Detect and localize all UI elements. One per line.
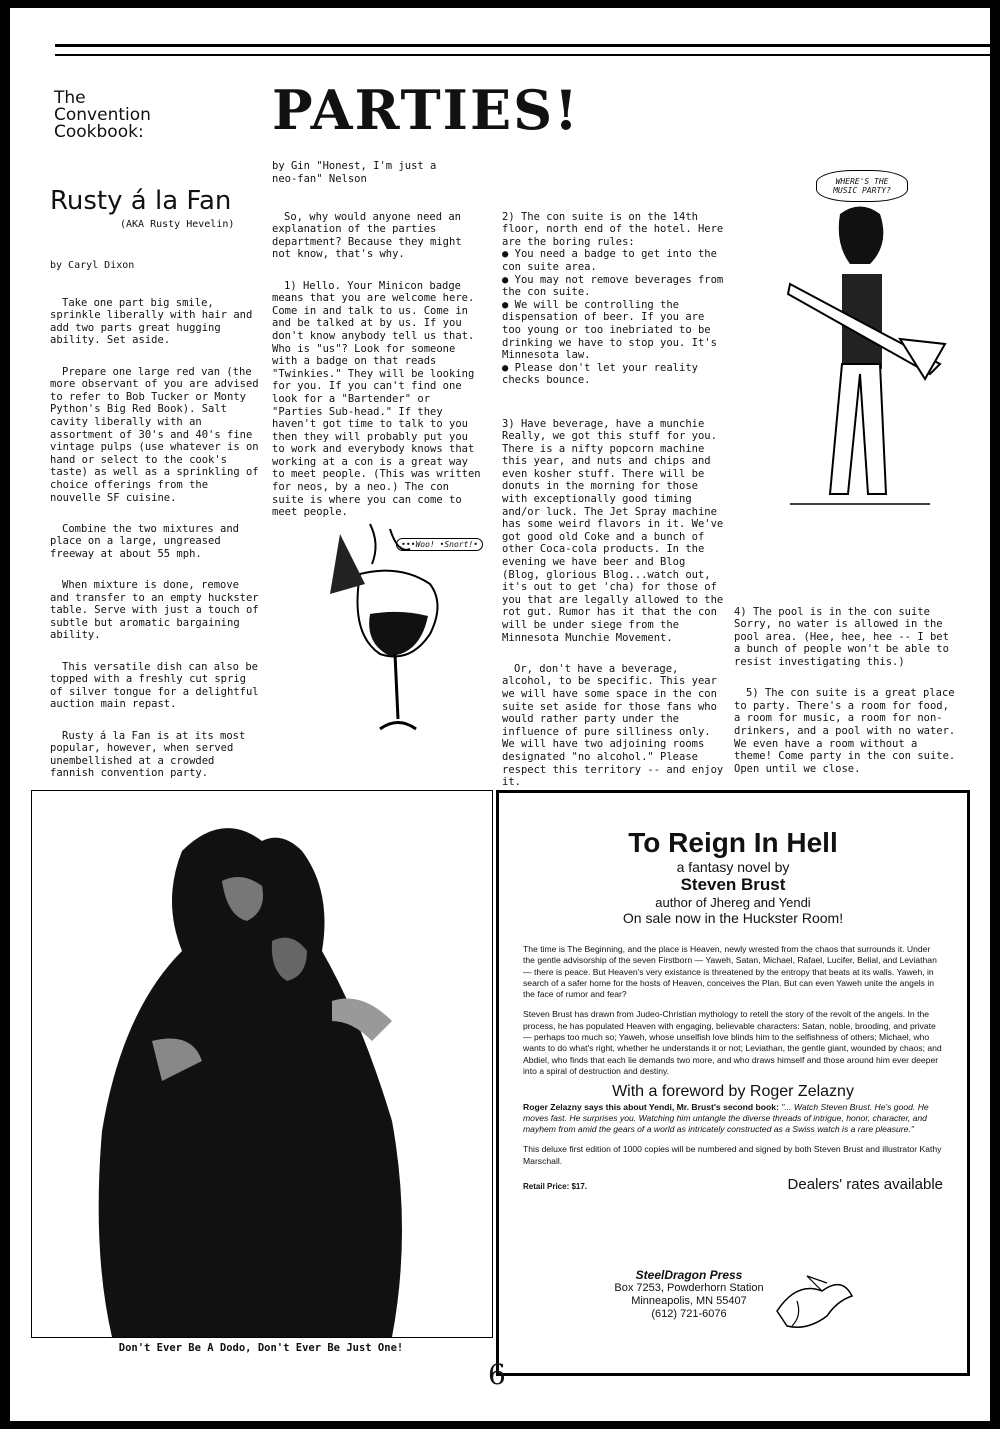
book-advertisement	[496, 790, 970, 1376]
ad-publisher-block	[589, 1269, 789, 1321]
ad-author: Steven Brust	[680, 875, 786, 894]
photo-frame	[31, 790, 493, 1338]
ad-edition-note: This deluxe first edition of 1000 copies will be numbered and signed by both Steven Brust and illustrator Kathy Marschall.	[523, 1144, 942, 1166]
ad-title: To Reign In Hell	[628, 827, 838, 858]
paragraph: 2) The con suite is on the 14th floor, north end of the hotel. Here are the boring rules: ● You need a badge to get into the con suite area. ● You may not remove beverages from the con suite. ● We will be controlling the dispensation of beer. If you are too young or too inebriated to be drinking we have to stop you. It's Minnesota law. ● Please don't let your reality checks bounce.	[502, 210, 724, 387]
dragon-speech-bubble: •••Woo! •Snort!•	[396, 538, 483, 551]
ad-address-line: Box 7253, Powderhorn Station	[614, 1282, 764, 1294]
paragraph: 1) Hello. Your Minicon badge means that you are welcome here. Come in and talk to us. Come in and be talked at by us. If you don't know anybody tell us that. Who is "us"? Look for someone with a badge on that reads "Twinkies." They will be looking for you. If you can't find one look for a "Bartender" or "Parties Sub-head." If they haven't got time to talk to you then they will probably put you to work and everybody knows that working at a con is a great way to meet people. (This was written for neos, by a neo.) The con suite is where you can come to meet people.	[272, 279, 481, 519]
recipe-byline: by Caryl Dixon	[50, 260, 135, 271]
page-title: PARTIES!	[272, 78, 580, 142]
parties-col3	[734, 593, 956, 794]
guitarist-illustration	[730, 194, 980, 524]
ad-quote-lead: Roger Zelazny says this about Yendi, Mr. Brust's second book:	[523, 1101, 779, 1112]
magazine-page	[10, 8, 990, 1421]
parties-byline: by Gin "Honest, I'm just a neo-fan" Nelson	[272, 160, 437, 185]
paragraph: So, why would anyone need an explanation of the parties department? Because they might not know, that's why.	[272, 210, 462, 261]
guitar-speech-bubble: WHERE'S THE MUSIC PARTY?	[816, 170, 908, 202]
recipe-aka: (AKA Rusty Hevelin)	[120, 219, 235, 230]
ad-subtitle: a fantasy novel by	[676, 859, 790, 875]
ad-price: Retail Price: $17.	[523, 1182, 588, 1192]
heading-line: Cookbook:	[54, 122, 144, 142]
parties-col1	[272, 198, 482, 537]
ad-foreword: With a foreword by Roger Zelazny	[612, 1083, 854, 1101]
ad-dealers: Dealers' rates available	[787, 1176, 943, 1194]
ad-price-row	[523, 1176, 943, 1193]
paragraph: Combine the two mixtures and place on a large, ungreased freeway at about 55 mph.	[50, 522, 240, 560]
paragraph: Prepare one large red van (the more observant of you are advised to refer to Bob Tucker or Monty Python's Big Red Book). Salt cavity liberally with an assortment of 30's and 40's fine vintage pulps (use whatever is on hand or select to the cook's taste) as well as a sprinkling of choice offerings from the nouvelle SF cuisine.	[50, 365, 259, 504]
paragraph: Or, don't have a beverage, alcohol, to be specific. This year we will have some space in the con suite set aside for those fans who would rather party under the influence of pure silliness only. We will have two adjoining rooms designated "no alcohol." Please respect this territory -- and enjoy it.	[502, 662, 724, 789]
ad-body	[523, 944, 943, 1167]
section-heading	[54, 90, 151, 141]
paragraph: 4) The pool is in the con suite Sorry, no water is allowed in the pool area. (Hee, hee, hee -- I bet a bunch of people won't be able to resist investigating this.)	[734, 605, 949, 668]
ad-paragraph: Steven Brust has drawn from Judeo-Christian mythology to retell the story of the revolt of the angels. In the process, he has populated Heaven with engaging, believable characters: Satan, noble, brooding, and private — perhaps too much so; Yaweh, whose unselfish love blinds him to the selfishness of others; Michael, who wants to do what's right, whether he understands it or not; Leviathan, the gentle giant, wounded by chaos; and Abdiel, who finds that each lie demands two more, and who draws himself and those around him ever deeper into a spiral of destruction and destiny.	[523, 1009, 942, 1076]
paragraph: When mixture is done, remove and transfer to an empty huckster table. Serve with just a touch of subtle but aromatic bargaining ability.	[50, 579, 259, 642]
heading-line: The	[54, 88, 86, 108]
top-rule	[55, 44, 990, 47]
ad-paragraph: The time is The Beginning, and the place is Heaven, newly wrested from the chaos that surrounds it. Under the gentle advisorship of the seven Firstborn — Yaweh, Satan, Michael, Rafael, Lucifer, Belial, and Leviathan — there is peace. But Heaven's very existance is threatened by the entropy that beats at its walls. Yaweh, in search of a safer home for the hosts of Heaven, conceives the Plan. But can even Yaweh unite the angels in the face of rumor and fear?	[523, 944, 937, 1000]
paragraph: 3) Have beverage, have a munchie Really, we got this stuff for you. There is a nifty popcorn machine this year, and nuts and chips and even kosher stuff. There will be donuts in the morning for those with exceptionally good timing and/or luck. The Jet Spray machine has some weird flavors in it. We've got good old Coke and a bunch of other Coca-cola products. In the evening we have beer and Blog (Blog, glorious Blog...watch out, it's out to get 'cha) for those of you that are legally allowed to the rot gut. Rumor has it that the con will be under siege from the Minnesota Munchie Movement.	[502, 417, 724, 644]
recipe-title: Rusty á la Fan	[50, 186, 232, 216]
paragraph: 5) The con suite is a great place to party. There's a room for food, a room for music, a room for non-drinkers, and a pool with no water. We even have a room without a theme! Come party in the con suite. Open until we close.	[734, 687, 956, 775]
paragraph: Take one part big smile, sprinkle liberally with hair and add two parts great hugging ability. Set aside.	[50, 296, 253, 347]
ad-publisher: SteelDragon Press	[635, 1268, 743, 1282]
photo-caption: Don't Ever Be A Dodo, Don't Ever Be Just One!	[118, 1342, 404, 1354]
ad-author-works: author of Jhereg and Yendi	[655, 895, 811, 910]
parties-col2	[502, 198, 724, 807]
ad-address-line: Minneapolis, MN 55407	[631, 1295, 747, 1307]
heading-line: Convention	[54, 105, 151, 125]
couple-photo	[32, 791, 492, 1337]
ad-quote: "... Watch Steven Brust. He's good. He moves fast. He surprises you. Watching him untangle the diverse threads of intrigue, honor, character, and mayhem from amid the gears of a world as intricately constructed as a Swiss watch is a rare pleasure."	[523, 1101, 929, 1135]
paragraph: Rusty á la Fan is at its most popular, however, when served unembellished at a crowded fannish convention party.	[50, 729, 246, 780]
page-number: 6	[488, 1358, 506, 1391]
ad-phone: (612) 721-6076	[651, 1308, 727, 1320]
paragraph: This versatile dish can also be topped with a freshly cut sprig of silver tongue for a delightful auction main repast.	[50, 660, 259, 711]
ad-sale-location: On sale now in the Huckster Room!	[622, 910, 844, 926]
dragon-logo	[767, 1271, 857, 1337]
top-rule-thin	[55, 54, 990, 56]
